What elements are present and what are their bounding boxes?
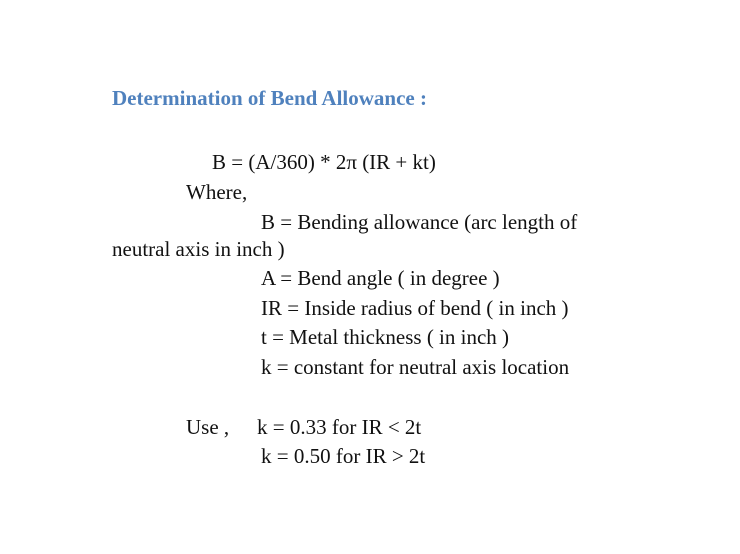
definition-ir: IR = Inside radius of bend ( in inch ): [261, 296, 569, 320]
use-rule-2: k = 0.50 for IR > 2t: [261, 444, 426, 468]
use-rule-1: k = 0.33 for IR < 2t: [257, 415, 422, 439]
use-label: Use ,: [186, 415, 230, 439]
definition-k: k = constant for neutral axis location: [261, 355, 570, 379]
where-label: Where,: [186, 180, 248, 204]
definition-b-line2: neutral axis in inch ): [112, 237, 285, 261]
bend-allowance-formula: B = (A/360) * 2π (IR + kt): [212, 150, 436, 174]
definition-b-line1: B = Bending allowance (arc length of: [261, 210, 578, 234]
slide-title: Determination of Bend Allowance :: [112, 86, 427, 110]
definition-t: t = Metal thickness ( in inch ): [261, 325, 510, 349]
definition-a: A = Bend angle ( in degree ): [261, 266, 500, 290]
